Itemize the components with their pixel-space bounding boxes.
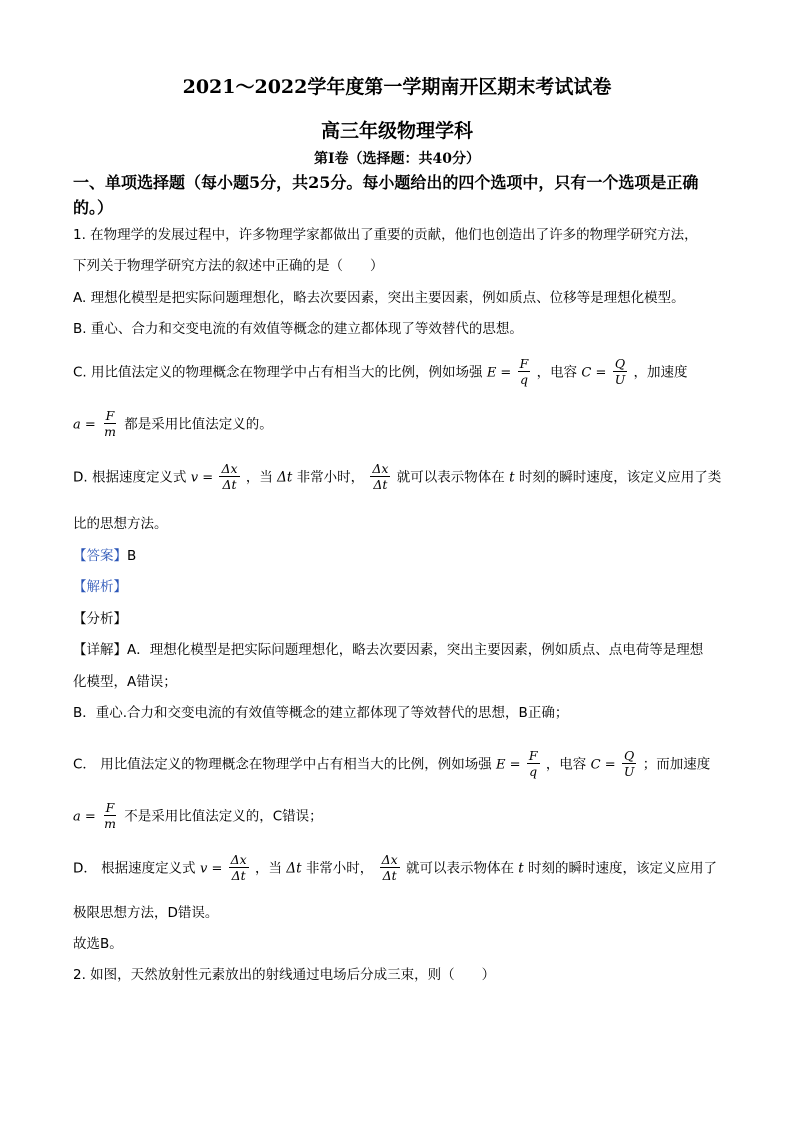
q1-option-b: B. 重心、合力和交变电流的有效值等概念的建立都体现了等效替代的思想。 <box>73 321 523 337</box>
answer-value: B <box>127 548 137 564</box>
exam-title: 2021～2022学年度第一学期南开区期末考试试卷 <box>182 76 612 98</box>
fraction-q-over-u: $\frac{Q}{U}$ <box>614 356 626 387</box>
detail-tag: 【详解】 <box>73 642 127 658</box>
detail-a-line1: 【详解】A．理想化模型是把实际问题理想化，略去次要因素，突出主要因素，例如质点、点电荷等是理想 <box>73 642 704 658</box>
fraction-dx-over-dt: $\frac{\Delta x}{\Delta t}$ <box>221 461 238 492</box>
conclusion-line: 故选B。 <box>73 936 123 952</box>
detail-c-line1: C． 用比值法定义的物理概念在物理学中占有相当大的比例，例如场强 E = $\frac{F}{q}$ ，电容 C = $\frac{Q}{U}$ ；而加速度 <box>73 748 711 779</box>
fenxi-line: 【分析】 <box>73 611 127 627</box>
answer-line <box>73 547 136 565</box>
section-heading-line2: 的。） <box>73 198 114 217</box>
q1-option-d-line1: D. 根据速度定义式 v = $\frac{\Delta x}{\Delta t}$ ，当 Δt 非常小时， $\frac{\Delta x}{\Delta t}$ 就可以表示物体在 t 时刻的瞬时速度，该定义应用了类 <box>73 461 722 492</box>
fraction-f-over-q: $\frac{F}{q}$ <box>519 356 529 387</box>
detail-c-line2: a = $\frac{F}{m}$ 不是采用比值法定义的，C错误； <box>73 800 323 831</box>
fraction-f-over-m-detail: $\frac{F}{m}$ <box>104 800 116 831</box>
answer-tag: 【答案】 <box>73 548 127 564</box>
q1-option-d-line2: 比的思想方法。 <box>73 516 168 532</box>
q1-option-c-line2: a = $\frac{F}{m}$ 都是采用比值法定义的。 <box>73 408 273 439</box>
fraction-f-over-m: $\frac{F}{m}$ <box>104 408 116 439</box>
q1-stem-line1: 1. 在物理学的发展过程中，许多物理学家都做出了重要的贡献，他们也创造出了许多的物理学研究方法， <box>73 227 698 243</box>
q1-option-c-line1: C. 用比值法定义的物理概念在物理学中占有相当大的比例，例如场强 E = $\frac{F}{q}$ ，电容 C = $\frac{Q}{U}$ ，加速度 <box>73 356 688 387</box>
fraction-dx-over-dt-detail-2: $\frac{\Delta x}{\Delta t}$ <box>381 852 398 883</box>
section-heading-line1: 一、单项选择题（每小题5分，共25分。每小题给出的四个选项中，只有一个选项是正确 <box>73 173 699 192</box>
fraction-f-over-q-detail: $\frac{F}{q}$ <box>528 748 538 779</box>
fraction-dx-over-dt-2: $\frac{\Delta x}{\Delta t}$ <box>372 461 389 492</box>
q1-stem-line2: 下列关于物理学研究方法的叙述中正确的是（ ） <box>73 258 384 274</box>
q1-option-a: A. 理想化模型是把实际问题理想化，略去次要因素，突出主要因素，例如质点、位移等是理想化模型。 <box>73 290 685 306</box>
q2-stem: 2. 如图，天然放射性元素放出的射线通过电场后分成三束，则（ ） <box>73 967 496 983</box>
fraction-q-over-u-detail: $\frac{Q}{U}$ <box>623 748 635 779</box>
part-heading: 第Ⅰ卷（选择题：共40分） <box>313 151 481 167</box>
analysis-tag: 【解析】 <box>73 579 127 595</box>
detail-d-line2: 极限思想方法，D错误。 <box>73 905 219 921</box>
detail-a-line2: 化模型，A错误； <box>73 674 177 690</box>
analysis-line <box>73 578 127 596</box>
exam-subtitle: 高三年级物理学科 <box>320 120 473 142</box>
fraction-dx-over-dt-detail: $\frac{\Delta x}{\Delta t}$ <box>230 852 247 883</box>
detail-b: B．重心.合力和交变电流的有效值等概念的建立都体现了等效替代的思想，B正确； <box>73 705 569 721</box>
detail-d-line1: D． 根据速度定义式 v = $\frac{\Delta x}{\Delta t}$ ，当 Δt 非常小时， $\frac{\Delta x}{\Delta t}$ 就可以表示物体在 t 时刻的瞬时速度，该定义应用了 <box>73 852 718 883</box>
